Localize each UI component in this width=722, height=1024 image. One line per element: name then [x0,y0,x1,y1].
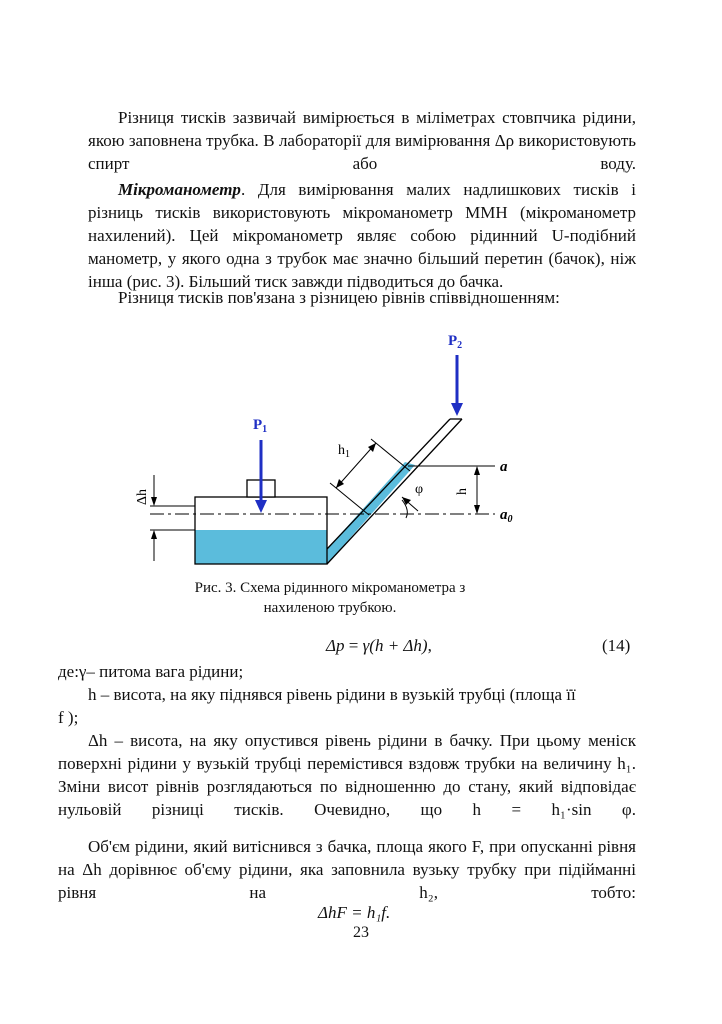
paragraph-pressure-difference: Різниця тисків зазвичай вимірюється в міліметрах стовпчика рідини, якою заповнена трубка. В лабораторії для вимірювання Δρ використовують спирт або воду. [88,108,636,173]
label-a0: $a_0$ [500,507,513,525]
dh-arrowhead-bottom [151,530,157,539]
label-p2: $P_2$ [448,333,463,351]
paragraph-micromanometer [88,178,636,293]
equation-volume: ΔhF = h₁f. [318,903,391,922]
definition-h-line1: h – висота, на яку піднявся рівень рідини в вузькій трубці (площа її [88,685,576,704]
definition-delta-h: Δh – висота, на яку опустився рівень рідини в бачку. При цьому меніск поверхні рідини у вузькій трубці перемістився вздовж трубки на величину h₁. Зміни висот рівнів розглядаються по відношенню до стану, який відповідає нульовій різниці тисків. Очевидно, що h = h₁·sin φ. [58,731,636,819]
equation-14-tail: , [427,636,432,655]
tube-wall-upper [327,419,450,549]
label-p1: $P_1$ [253,417,268,435]
label-h1: $h_1$ [338,443,350,460]
dh-arrowhead-top [151,497,157,506]
p2-arrowhead [451,403,463,416]
figure-caption-line1: Рис. 3. Схема рідинного мікроманометра з [194,580,466,596]
equation-14-lhs: Δp [326,636,345,655]
definition-gamma: де:γ– питома вага рідини; [58,662,244,681]
h-arrowhead-bottom [474,505,480,514]
tank-liquid [195,530,327,564]
equation-14-equals: = [344,636,363,655]
equation-14-number: (14) [602,636,631,655]
micromanometer-diagram [120,325,540,575]
paragraph-volume-balance: Об'єм рідини, який витіснився з бачка, площа якого F, при опусканні рівня на Δh дорівнює об'єму рідини, яка заповнила вузьку трубку при підійманні рівня на h₂, тобто: [58,837,636,902]
paragraph-level-relation: Різниця тисків пов'язана з різницею рівнів співвідношенням: [118,288,560,307]
label-h: h [455,488,470,495]
micromanometer-description: . Для вимірювання малих надлишкових тисків і різниць тисків використовують мікроманометр ММН (мікроманометр нахилений). Цей мікроманометр являє собою рідинний U-подібний манометр, у якого одна з трубок має значно більший перетин (бачок), ніж інша (рис. 3). Більший тиск завжди підводиться до бачка. [88,180,636,291]
page-number: 23 [353,924,369,941]
label-a: a [500,459,508,475]
equation-14 [326,634,432,657]
equation-14-body: (h + Δh) [369,636,428,655]
term-micromanometer: Мікроманометр [118,180,241,199]
definition-h-line2: f ); [58,708,79,727]
tube-liquid [327,462,415,564]
tube-wall-lower [327,419,462,564]
p1-arrowhead [255,500,267,513]
equation-14-gamma: γ [362,636,370,655]
label-delta-h: Δh [135,488,150,505]
label-phi: φ [415,482,424,497]
h1-extension-top [371,439,410,471]
figure-caption [150,578,510,618]
h-arrowhead-top [474,466,480,475]
figure-caption-line2: нахиленою трубкою. [263,600,397,616]
